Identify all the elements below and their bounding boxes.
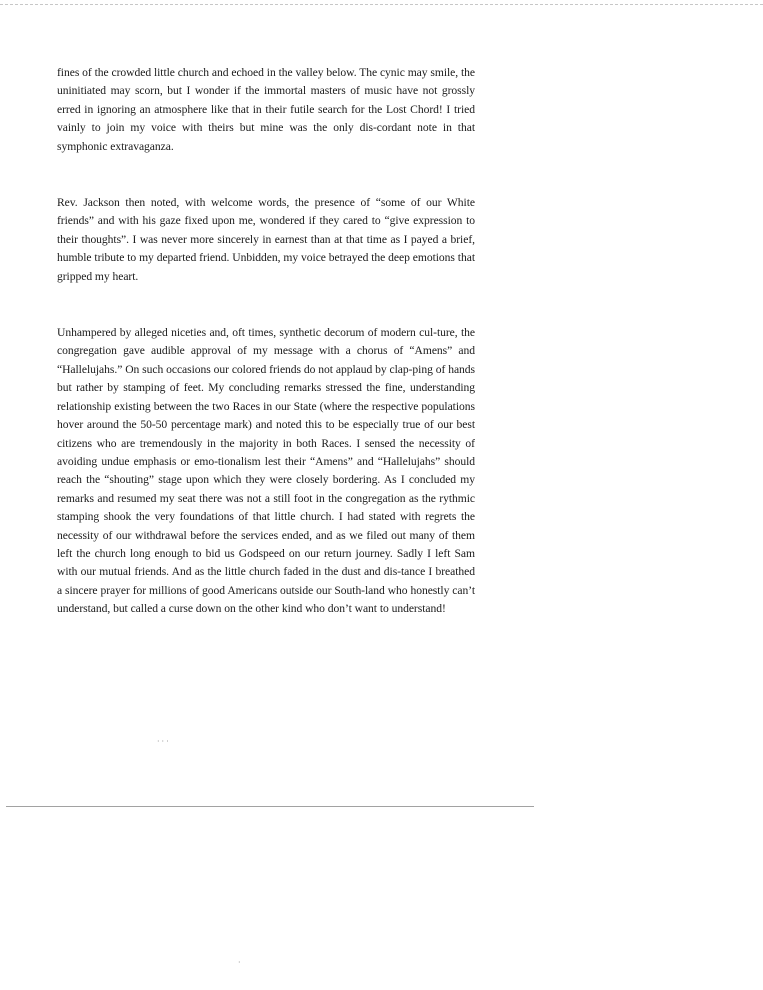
paragraph-3: Unhampered by alleged niceties and, oft times, synthetic decorum of modern cul-ture, the congregation gave audible approval of my message with a chorus of “Amens” and “Hallelujahs.” On such occasions our colored friends do not applaud by clap-ping of hands but rather by stamping of feet. My concluding remarks stressed the fine, understanding relationship existing between the two Races in our State (where the respective populations hover around the 50-50 percentage mark) and noted this to be especially true of our best citizens who are tremendously in the majority in both Races. I sensed the necessity of avoiding undue emphasis or emo-tionalism lest their “Amens” and “Hallelujahs” should reach the “shouting” stage upon which they were closely bordering. As I concluded my remarks and resumed my seat there was not a still foot in the congregation as the rythmic stamping shook the very foundations of that little church. I had stated with regrets the necessity of our withdrawal before the services ended, and as we filed out many of them left the church long enough to bid us Godspeed on our return journey. Sadly I left Sam with our mutual friends. And as the little church faded in the dust and dis-tance I breathed a sincere prayer for millions of good Americans outside our South-land who honestly can’t understand, but called a curse down on the other kind who don’t want to understand! (57, 326, 475, 616)
paragraph-1: fines of the crowded little church and echoed in the valley below. The cynic may smile, the uninitiated may scorn, but I wonder if the immortal masters of music have not grossly erred in ignoring an atmosphere like that in their futile search for the Lost Chord! I tried vainly to join my voice with theirs but mine was the only dis-cordant note in that symphonic extravaganza. (57, 66, 475, 153)
bottom-scan-rule (6, 806, 534, 807)
top-scan-edge (0, 4, 763, 5)
scan-speck: ··· (157, 737, 171, 746)
scan-speck: · (238, 958, 241, 967)
paragraph-2: Rev. Jackson then noted, with welcome words, the presence of “some of our White friends” and with his gaze fixed upon me, wondered if they cared to “give expression to their thoughts”. I was never more sincerely in earnest than at that time as I payed a brief, humble tribute to my departed friend. Unbidden, my voice betrayed the deep emotions that gripped my heart. (57, 196, 475, 283)
document-body (57, 64, 475, 619)
